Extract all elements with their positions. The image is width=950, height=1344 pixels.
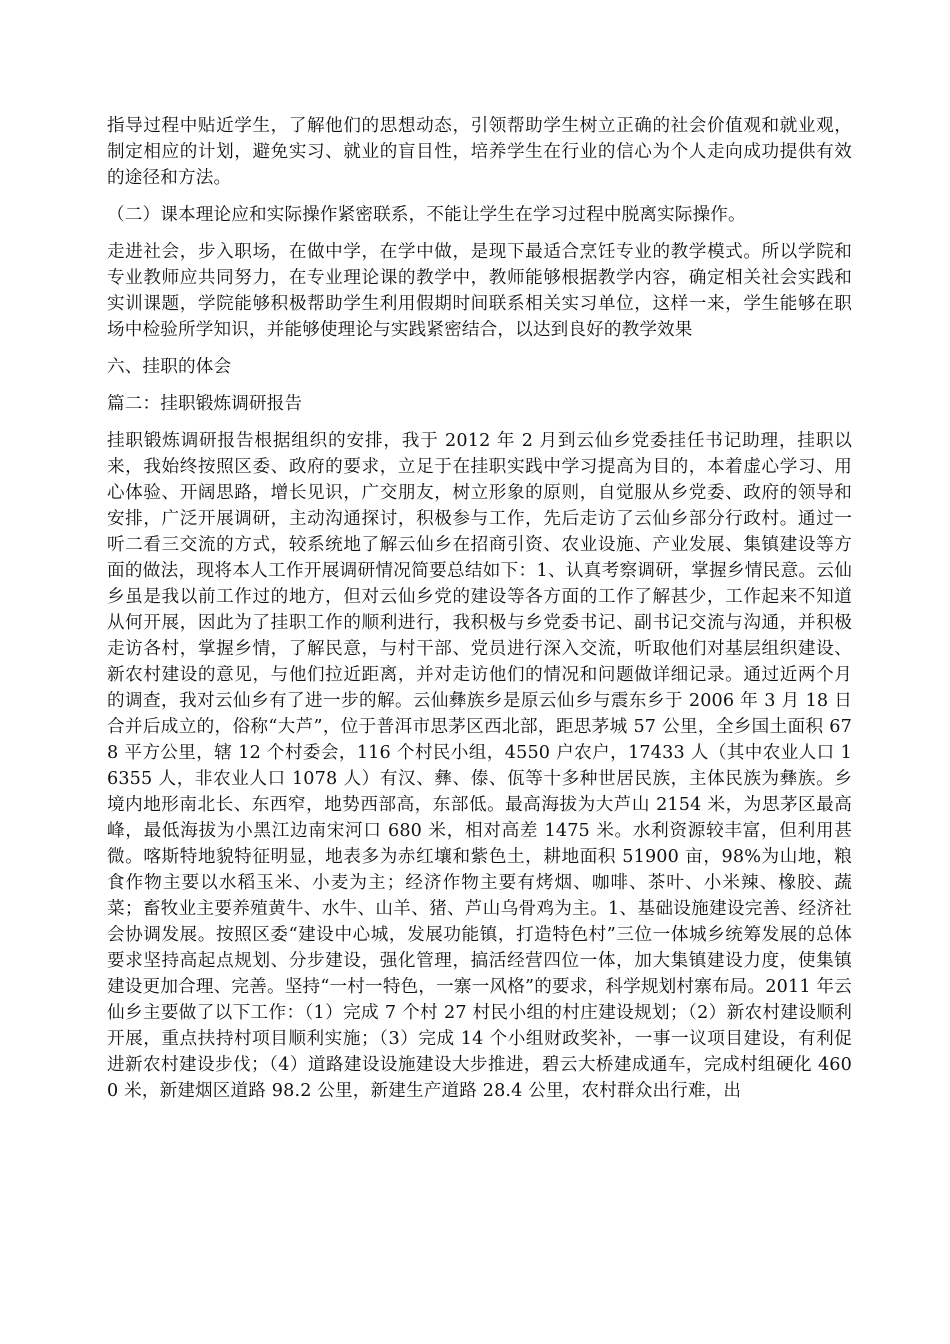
section-heading-six: 六、挂职的体会 xyxy=(107,357,232,377)
paragraph-section-2-title: （二）课本理论应和实际操作紧密联系，不能让学生在学习过程中脱离实际操作。 xyxy=(107,205,746,225)
paragraph-teaching-mode: 走进社会，步入职场，在做中学，在学中做，是现下最适合烹饪专业的教学模式。所以学院和专业教师应共同努力，在专业理论课的教学中，教师能够根据教学内容，确定相关社会实践和实训课题，学院能够积极帮助学生利用假期时间联系相关实习单位，这样一来，学生能够在职场中检验所学知识，并能够使理论与实践紧密结合，以达到良好的教学效果 xyxy=(107,242,852,340)
paragraph-report-body: 挂职锻炼调研报告根据组织的安排，我于 2012 年 2 月到云仙乡党委挂任书记助理，挂职以来，我始终按照区委、政府的要求，立足于在挂职实践中学习提高为目的，本着虚心学习、用心体验、开阔思路，增长见识，广交朋友，树立形象的原则，自觉服从乡党委、政府的领导和安排，广泛开展调研，主动沟通探讨，积极参与工作，先后走访了云仙乡部分行政村。通过一听二看三交流的方式，较系统地了解云仙乡在招商引资、农业设施、产业发展、集镇建设等方面的做法，现将本人工作开展调研情况简要总结如下：1、认真考察调研，掌握乡情民意。云仙乡虽是我以前工作过的地方，但对云仙乡党的建设等各方面的工作了解甚少，工作起来不知道从何开展，因此为了挂职工作的顺利进行，我积极与乡党委书记、副书记交流与沟通，并积极走访各村，掌握乡情，了解民意，与村干部、党员进行深入交流，听取他们对基层组织建设、新农村建设的意见，与他们拉近距离，并对走访他们的情况和问题做详细记录。通过近两个月的调查，我对云仙乡有了进一步的解。云仙彝族乡是原云仙乡与震东乡于 2006 年 3 月 18 日合并后成立的，俗称“大芦”，位于普洱市思茅区西北部，距思茅城 57 公里，全乡国土面积 678 平方公里，辖 12 个村委会，116 个村民小组，4550 户农户，17433 人（其中农业人口 16355 人，非农业人口 1078 人）有汉、彝、傣、佤等十多种世居民族，主体民族为彝族。乡境内地形南北长、东西窄，地势西部高，东部低。最高海拔为大芦山 2154 米，为思茅区最高峰，最低海拔为小黑江边南宋河口 680 米，相对高差 1475 米。水利资源较丰富，但利用甚微。喀斯特地貌特征明显，地表多为赤红壤和紫色土，耕地面积 51900 亩，98%为山地，粮食作物主要以水稻玉米、小麦为主；经济作物主要有烤烟、咖啡、茶叶、小米辣、橡胶、蔬菜；畜牧业主要养殖黄牛、水牛、山羊、猪、芦山乌骨鸡为主。1、基础设施建设完善、经济社会协调发展。按照区委“建设中心城，发展功能镇，打造特色村”三位一体城乡统筹发展的总体要求坚持高起点规划、分步建设，强化管理，搞活经营四位一体，加大集镇建设力度，使集镇建设更加合理、完善。坚持“一村一特色，一寨一风格”的要求，科学规划村寨布局。2011 年云仙乡主要做了以下工作：（1）完成 7 个村 27 村民小组的村庄建设规划；（2）新农村建设顺利开展，重点扶持村项目顺利实施；（3）完成 14 个小组财政奖补，一事一议项目建设，有利促进新农村建设步伐；（4）道路建设设施建设大步推进，碧云大桥建成通车，完成村组硬化 4600 米，新建烟区道路 98.2 公里，新建生产道路 28.4 公里，农村群众出行难，出 xyxy=(107,431,852,1101)
document-page xyxy=(107,113,852,1104)
section-heading-part-two: 篇二：挂职锻炼调研报告 xyxy=(107,394,303,414)
paragraph-guidance: 指导过程中贴近学生，了解他们的思想动态，引领帮助学生树立正确的社会价值观和就业观，制定相应的计划，避免实习、就业的盲目性，培养学生在行业的信心为个人走向成功提供有效的途径和方法。 xyxy=(107,116,852,188)
